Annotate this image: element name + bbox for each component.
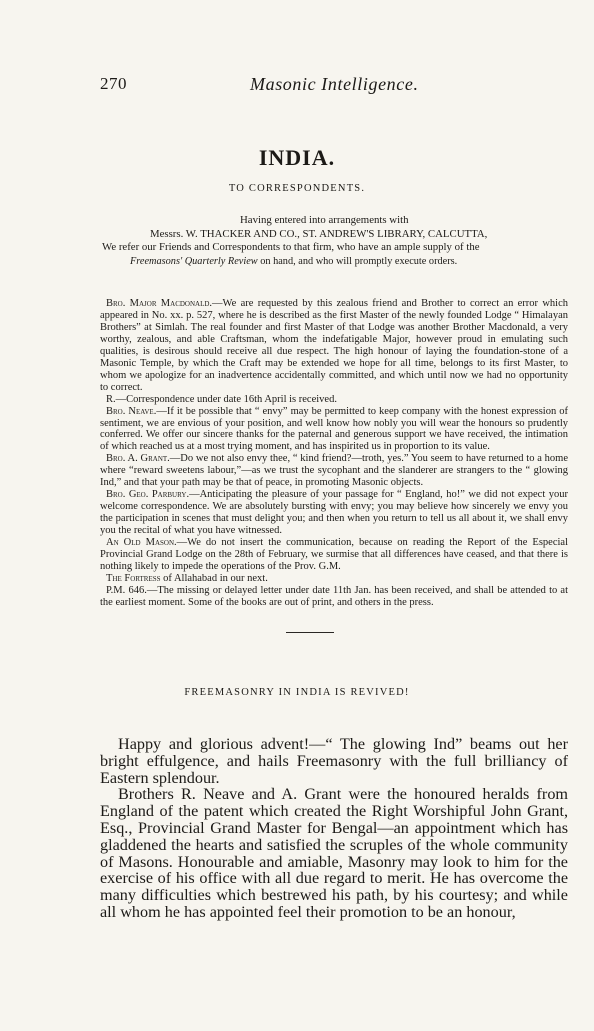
correspondent-name: Bro. Neave.	[106, 405, 157, 417]
running-title: Masonic Intelligence.	[250, 74, 419, 94]
article-title: INDIA.	[258, 145, 336, 170]
notice-line	[100, 255, 568, 269]
correspondent-entry	[100, 573, 568, 585]
article-body	[100, 736, 568, 921]
section-heading: FREEMASONRY IN INDIA IS REVIVED!	[184, 687, 410, 698]
correspondent-entry	[100, 298, 568, 394]
section-divider	[286, 632, 334, 633]
notice-line-rest: on hand, and who will promptly execute orders.	[257, 255, 458, 267]
correspondent-name: P.M. 646.	[106, 584, 147, 596]
correspondent-name: Bro. Geo. Parbury.	[106, 489, 190, 501]
body-paragraph: Brothers R. Neave and A. Grant were the honoured heralds from England of the patent which created the Right Worshipful John Grant, Esq., Provincial Grand Master for Bengal—an appointment which has gladdened the hearts and satisfied the scruples of the whole community of Masons. Honourable and amiable, Masonry may look to him for the exercise of his office with all due regard to merit. He has overcome the many difficulties which bestrewed his path, by his courtesy; and while all whom he has appointed feel their promotion to be an honour,	[100, 785, 568, 921]
correspondent-text: —We do not insert the communication, because on reading the Report of the Especial Provincial Grand Lodge on the 28th of February, we surmise that all differences have ceased, and that there is nothing likely to impede the operations of the Prov. G.M.	[100, 537, 568, 572]
correspondent-text: —We are requested by this zealous friend and Brother to correct an error which appeared in No. xx. p. 527, where he is described as the first Master of the newly founded Lodge “ Himalayan Brothers” at Simlah. The real founder and first Master of that Lodge was another Brother Macdonald, a very worthy, zealous, and able Craftsman, whom the indefatigable Major, however proud in emulating such qualities, is desirous should receive all due respect. The high honour of laying the foundation-stone of a Masonic Temple, by which the Craft may be extended we hope for all time, belongs to its first Master, to whom we apologize for an inadvertence accidentally committed, and which until now we had no opportunity to correct.	[100, 298, 568, 393]
running-head	[100, 74, 554, 94]
correspondent-text: —Correspondence under date 16th April is received.	[115, 393, 337, 405]
correspondent-entry	[100, 489, 568, 537]
correspondent-text: of Allahabad in our next.	[160, 572, 268, 584]
correspondent-entry	[100, 537, 568, 573]
correspondent-entry	[100, 453, 568, 489]
notice-line: Having entered into arrangements with	[240, 214, 409, 226]
correspondent-name: Bro. A. Grant.	[106, 453, 170, 465]
article-subtitle: TO CORRESPONDENTS.	[228, 183, 366, 194]
correspondents-list	[100, 298, 568, 609]
correspondent-entry	[100, 394, 568, 406]
page-number: 270	[100, 74, 127, 93]
correspondent-text: —Anticipating the pleasure of your passage for “ England, ho!” we did not expect your welcome correspondence. We are absolutely bursting with envy; you may believe how sincerely we envy you the participation in scenes that must delight you; and then when you return to tell us all about it, we shall envy you the recital of what you have witnessed.	[100, 489, 568, 537]
correspondent-name: Bro. Major Macdonald.	[106, 298, 213, 309]
correspondent-entry	[100, 585, 568, 609]
correspondent-name: An Old Mason.	[106, 537, 177, 549]
correspondent-text: —Do we not also envy thee, “ kind friend?—troth, yes.” You seem to have returned to a home where “reward sweetens labour,”—as we trust the sycophant and the slanderer are strangers to the “ glowing Ind,” and that your path may be that of peace, in promoting Masonic objects.	[100, 453, 568, 489]
body-paragraph: Happy and glorious advent!—“ The glowing Ind” beams out her bright effulgence, and hails Freemasonry with the full brilliancy of Eastern splendour.	[100, 735, 568, 787]
review-title: Freemasons' Quarterly Review	[130, 255, 258, 267]
notice-line: We refer our Friends and Correspondents to that firm, who have an ample supply of the	[102, 241, 480, 253]
correspondent-name: R.	[106, 393, 116, 405]
correspondent-entry	[100, 406, 568, 454]
correspondent-name: The Fortress	[106, 572, 161, 584]
agent-notice	[100, 214, 568, 268]
notice-line: Messrs. W. THACKER AND CO., ST. ANDREW'S LIBRARY, CALCUTTA,	[150, 227, 488, 240]
correspondent-text: —If it be possible that “ envy” may be permitted to keep company with the honest expression of sentiment, we are envious of your position, and well know how nobly you will wear the honours so prudently conferred. We offer our sincere thanks for the paternal and generous support we have received, the intimation of which reached us at a most trying moment, and has inspirited us in proportion to its value.	[100, 405, 568, 453]
correspondent-text: —The missing or delayed letter under date 11th Jan. has been received, and shall be attended to at the earliest moment. Some of the books are out of print, and others in the press.	[100, 584, 568, 608]
